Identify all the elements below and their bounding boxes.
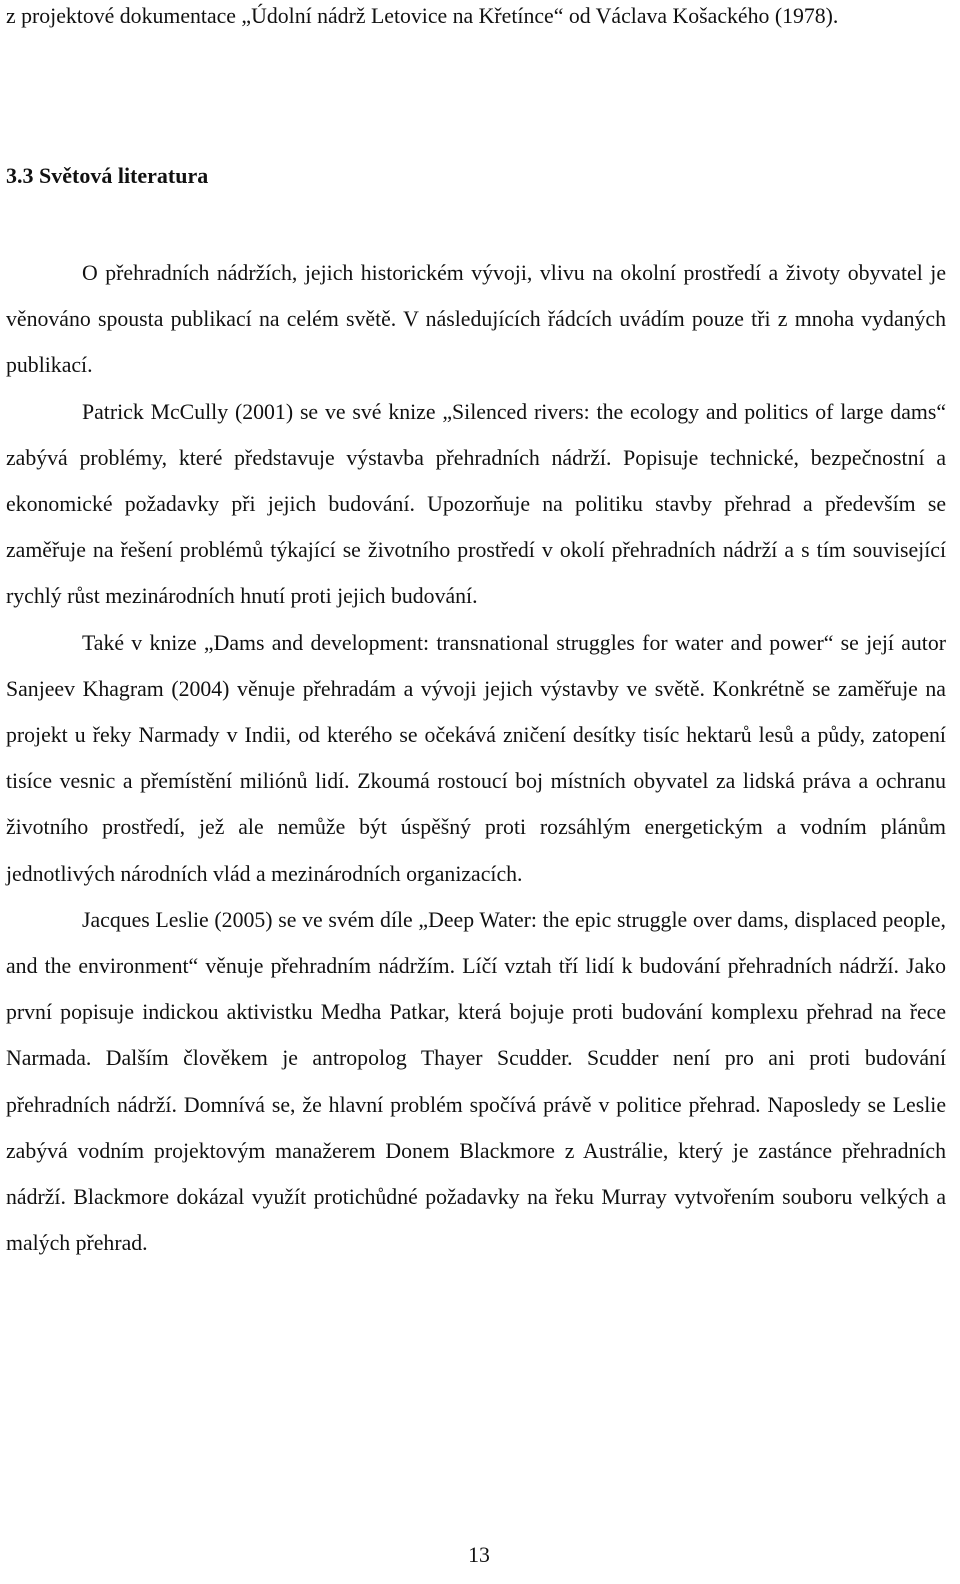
intro-paragraph: [6, 0, 946, 39]
body-text: [6, 250, 946, 1266]
paragraph-khagram: Také v knize „Dams and development: transnational struggles for water and power“ se její autor Sanjeev Khagram (2004) věnuje přehradám a vývoji jejich výstavby ve světě. Konkrétně se zaměřuje na projekt u řeky Narmady v Indii, od kterého se očekává zničení desítky tisíc hektarů lesů a půdy, zatopení tisíce vesnic a přemístění miliónů lidí. Zkoumá rostoucí boj místních obyvatel za lidská práva a ochranu životního prostředí, jež ale nemůže být úspěšný proti rozsáhlým energetickým a vodním plánům jednotlivých národních vlád a mezinárodních organizacích.: [6, 630, 946, 886]
intro-text: z projektové dokumentace „Údolní nádrž Letovice na Křetínce“ od Václava Košackého (1978).: [6, 4, 839, 28]
paragraph-intro: O přehradních nádržích, jejich historickém vývoji, vlivu na okolní prostředí a životy obyvatel je věnováno spousta publikací na celém světě. V následujících řádcích uvádím pouze tři z mnoha vydaných publikací.: [6, 261, 946, 378]
paragraph-mccully: Patrick McCully (2001) se ve své knize „Silenced rivers: the ecology and politics of large dams“ zabývá problémy, které představuje výstavba přehradních nádrží. Popisuje technické, bezpečnostní a ekonomické požadavky při jejich budování. Upozorňuje na politiku stavby přehrad a především se zaměřuje na řešení problémů týkající se životního prostředí v okolí přehradních nádrží a s tím související rychlý růst mezinárodních hnutí proti jejich budování.: [6, 399, 946, 609]
section-heading: 3.3 Světová literatura: [6, 163, 209, 188]
document-page: [6, 0, 946, 1567]
page-number: 13: [468, 1543, 490, 1567]
paragraph-leslie: Jacques Leslie (2005) se ve svém díle „Deep Water: the epic struggle over dams, displaced people, and the environment“ věnuje přehradním nádržím. Líčí vztah tří lidí k budování přehradních nádrží. Jako první popisuje indickou aktivistku Medha Patkar, která bojuje proti budování komplexu přehrad na řece Narmada. Dalším člověkem je antropolog Thayer Scudder. Scudder není pro ani proti budování přehradních nádrží. Domnívá se, že hlavní problém spočívá právě v politice přehrad. Naposledy se Leslie zabývá vodním projektovým manažerem Donem Blackmore z Austrálie, který je zastánce přehradních nádrží. Blackmore dokázal využít protichůdné požadavky na řeku Murray vytvořením souboru velkých a malých přehrad.: [6, 907, 946, 1256]
